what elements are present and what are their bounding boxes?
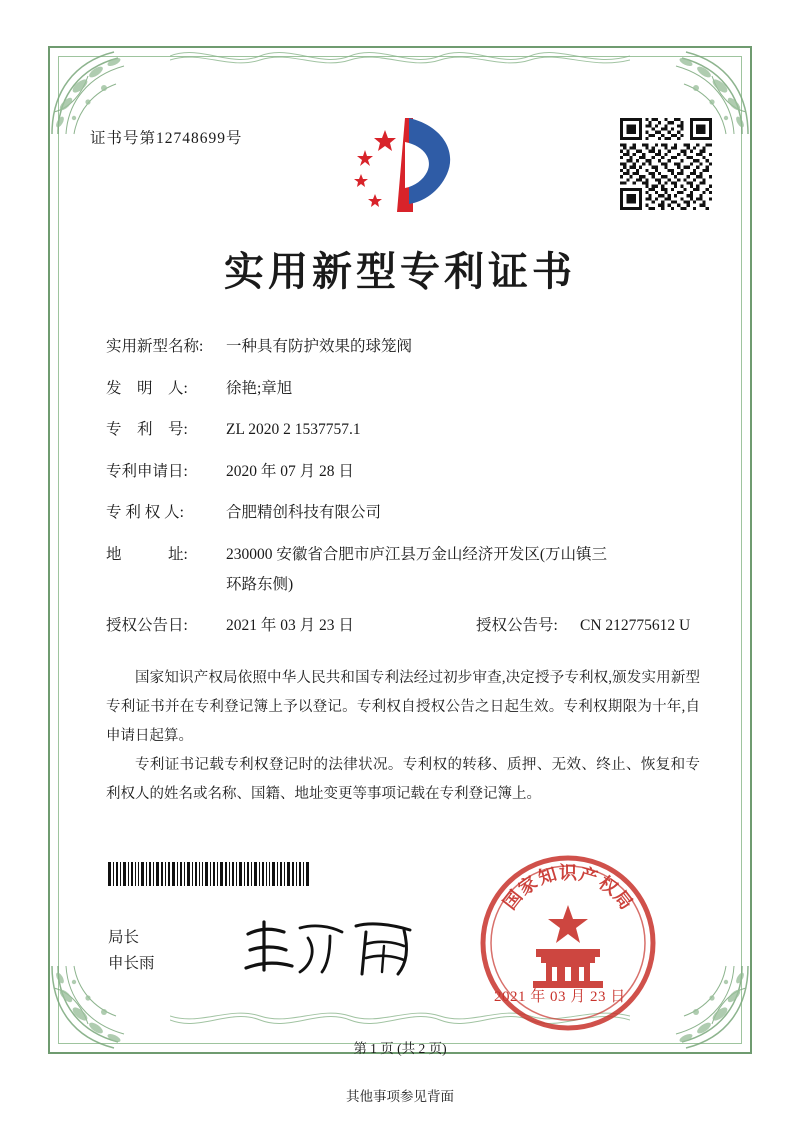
grant-date-label: 授权公告日: xyxy=(106,617,188,635)
field-label: 地 址: xyxy=(106,545,188,563)
field-list xyxy=(106,338,706,659)
svg-text:权: 权 xyxy=(595,872,622,900)
field-value: 一种具有防护效果的球笼阀 xyxy=(226,338,413,355)
field-value: 徐艳;章旭 xyxy=(226,379,293,397)
field-value: 2020 年 07 月 28 日 xyxy=(226,462,354,480)
signature-name: 申长雨 xyxy=(108,955,155,973)
svg-text:家: 家 xyxy=(514,872,541,900)
address-line-1: 230000 安徽省合肥市庐江县万金山经济开发区(万山镇三 xyxy=(226,545,608,563)
grant-number-label: 授权公告号: xyxy=(476,617,558,635)
cnipa-logo-icon xyxy=(347,112,463,218)
field-row-patent-number xyxy=(106,421,706,440)
grant-date-value: 2021 年 03 月 23 日 xyxy=(226,617,354,635)
barcode-icon xyxy=(108,862,312,886)
svg-text:识: 识 xyxy=(559,863,577,883)
field-row-inventor xyxy=(106,380,706,399)
field-row-utility-model-name xyxy=(106,338,706,357)
field-label: 专利申请日: xyxy=(106,462,188,480)
svg-text:知: 知 xyxy=(536,863,560,889)
paragraph-2: 专利证书记载专利权登记时的法律状况。专利权的转移、质押、无效、终止、恢复和专利权人的姓名或名称、国籍、地址变更等事项记载在专利登记簿上。 xyxy=(106,757,700,802)
seal-date: 2021 年 03 月 23 日 xyxy=(494,989,626,1005)
qr-code-icon xyxy=(620,118,712,210)
paragraph-1: 国家知识产权局依照中华人民共和国专利法经过初步审查,决定授予专利权,颁发实用新型专利证书并在专利登记簿上予以登记。专利权自授权公告之日起生效。专利权期限为十年,自申请日起算。 xyxy=(106,670,700,744)
svg-text:国: 国 xyxy=(499,886,527,914)
field-label: 专 利 号: xyxy=(106,421,188,439)
handwritten-signature-icon xyxy=(238,912,428,982)
signature-role: 局长 xyxy=(108,929,140,946)
footer-note: 其他事项参见背面 xyxy=(346,1089,454,1104)
field-label: 实用新型名称: xyxy=(106,338,204,355)
legal-text xyxy=(106,664,700,809)
page-number: 第 1 页 (共 2 页) xyxy=(353,1041,447,1056)
field-row-grant-publication xyxy=(106,617,706,636)
field-row-address xyxy=(106,546,706,594)
field-label: 发 明 人: xyxy=(106,379,188,397)
field-label: 专 利 权 人: xyxy=(106,504,184,522)
official-seal-icon xyxy=(478,853,658,1033)
svg-text:产: 产 xyxy=(576,863,600,889)
field-row-patentee xyxy=(106,504,706,523)
certificate-number: 证书号第12748699号 xyxy=(90,130,243,147)
field-value: 合肥精创科技有限公司 xyxy=(226,504,382,522)
field-row-application-date xyxy=(106,463,706,482)
field-value xyxy=(226,546,706,594)
signature-block xyxy=(108,925,155,978)
svg-text:局: 局 xyxy=(609,886,637,914)
field-value: ZL 2020 2 1537757.1 xyxy=(226,421,361,439)
address-line-2: 环路东侧) xyxy=(226,575,294,593)
page-title: 实用新型专利证书 xyxy=(224,249,576,294)
grant-number-value: CN 212775612 U xyxy=(580,617,691,635)
